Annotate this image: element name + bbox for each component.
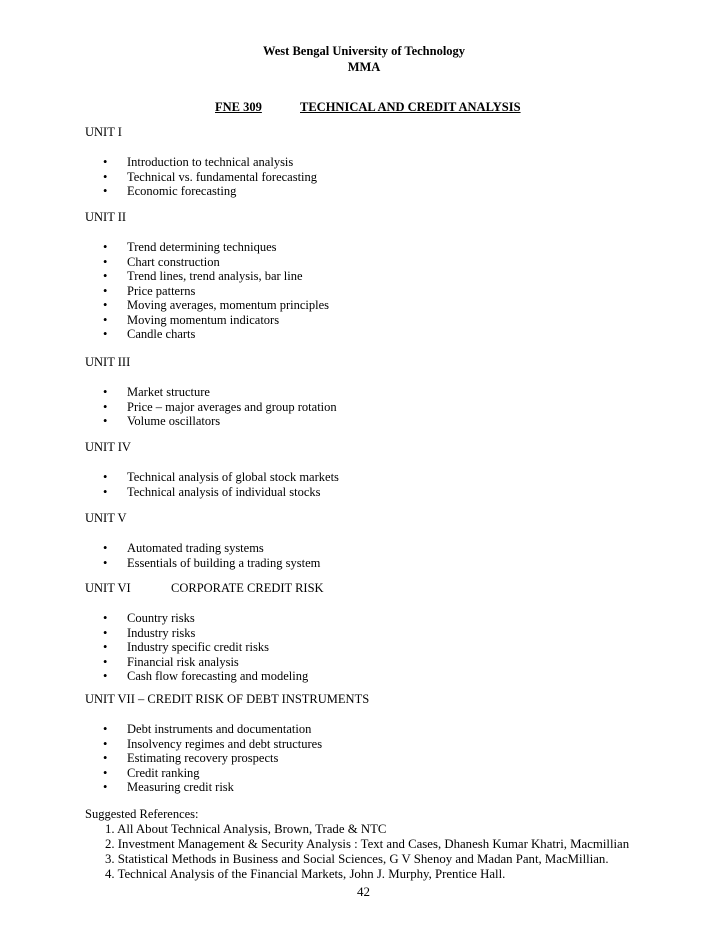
list-item: Price patterns [127, 283, 196, 298]
bullet-icon: • [103, 722, 108, 736]
reference-item: 2. Investment Management & Security Analysis : Text and Cases, Dhanesh Kumar Khatri, Macmillian [105, 837, 630, 851]
list-item: Country risks [127, 611, 195, 625]
list-item: Trend lines, trend analysis, bar line [127, 269, 303, 283]
list-item: Moving averages, momentum principles [127, 298, 330, 312]
list-item: Chart construction [127, 254, 220, 269]
bullet-icon: • [103, 470, 108, 484]
bullet-icon: • [103, 184, 108, 198]
list-item: Technical vs. fundamental forecasting [127, 169, 318, 184]
unit-subtitle: CORPORATE CREDIT RISK [171, 581, 324, 595]
bullet-icon: • [103, 640, 108, 654]
bullet-icon: • [103, 625, 108, 640]
university-name-text: West Bengal University of Technology [262, 44, 466, 58]
unit-heading: UNIT IV [85, 440, 131, 454]
unit-heading: UNIT V [85, 511, 127, 525]
bullet-icon: • [103, 269, 108, 283]
list-item: Technical analysis of global stock markets [127, 470, 339, 484]
page-number: 42 [357, 884, 370, 899]
reference-item: 3. Statistical Methods in Business and Social Sciences, G V Shenoy and Madan Pant, MacMillian. [105, 852, 609, 866]
unit-heading: UNIT I [85, 125, 122, 139]
reference-item: 1. All About Technical Analysis, Brown, Trade & NTC [105, 822, 387, 836]
bullet-icon: • [103, 736, 108, 751]
list-item: Credit ranking [127, 765, 200, 780]
bullet-icon: • [103, 611, 108, 625]
list-item: Technical analysis of individual stocks [127, 484, 321, 499]
bullet-icon: • [103, 312, 108, 327]
university-name [0, 45, 728, 58]
bullet-icon: • [103, 414, 108, 428]
references-heading: Suggested References: [85, 807, 199, 821]
bullet-icon: • [103, 399, 108, 414]
bullet-icon: • [103, 654, 108, 669]
bullet-icon: • [103, 484, 108, 499]
list-item: Industry risks [127, 625, 196, 640]
list-item: Candle charts [127, 327, 196, 341]
bullet-icon: • [103, 169, 108, 184]
bullet-icon: • [103, 254, 108, 269]
list-item: Volume oscillators [127, 414, 221, 428]
bullet-icon: • [103, 541, 108, 555]
bullet-icon: • [103, 669, 108, 683]
list-item: Automated trading systems [127, 541, 264, 555]
list-item: Cash flow forecasting and modeling [127, 669, 309, 683]
course-title: TECHNICAL AND CREDIT ANALYSIS [300, 100, 521, 114]
list-item: Essentials of building a trading system [127, 555, 321, 570]
bullet-icon: • [103, 283, 108, 298]
bullet-icon: • [103, 765, 108, 780]
list-item: Industry specific credit risks [127, 640, 269, 654]
list-item: Market structure [127, 385, 210, 399]
unit-heading: UNIT VI [85, 581, 131, 595]
bullet-icon: • [103, 327, 108, 341]
bullet-icon: • [103, 555, 108, 570]
reference-item: 4. Technical Analysis of the Financial Markets, John J. Murphy, Prentice Hall. [105, 867, 506, 881]
list-item: Introduction to technical analysis [127, 155, 294, 169]
bullet-icon: • [103, 385, 108, 399]
list-item: Measuring credit risk [127, 780, 234, 794]
list-item: Estimating recovery prospects [127, 751, 279, 765]
unit-heading: UNIT II [85, 210, 127, 224]
program-name-text: MMA [347, 60, 381, 74]
list-item: Price – major averages and group rotation [127, 399, 337, 414]
bullet-icon: • [103, 155, 108, 169]
list-item: Financial risk analysis [127, 654, 239, 669]
list-item: Insolvency regimes and debt structures [127, 736, 323, 751]
bullet-icon: • [103, 780, 108, 794]
unit-heading: UNIT III [85, 355, 131, 369]
bullet-icon: • [103, 240, 108, 254]
list-item: Trend determining techniques [127, 240, 277, 254]
list-item: Economic forecasting [127, 184, 237, 198]
course-code: FNE 309 [215, 100, 262, 114]
list-item: Debt instruments and documentation [127, 722, 312, 736]
unit-heading: UNIT VII – CREDIT RISK OF DEBT INSTRUMENTS [85, 692, 370, 706]
bullet-icon: • [103, 298, 108, 312]
list-item: Moving momentum indicators [127, 312, 280, 327]
bullet-icon: • [103, 751, 108, 765]
program-name [0, 61, 728, 74]
